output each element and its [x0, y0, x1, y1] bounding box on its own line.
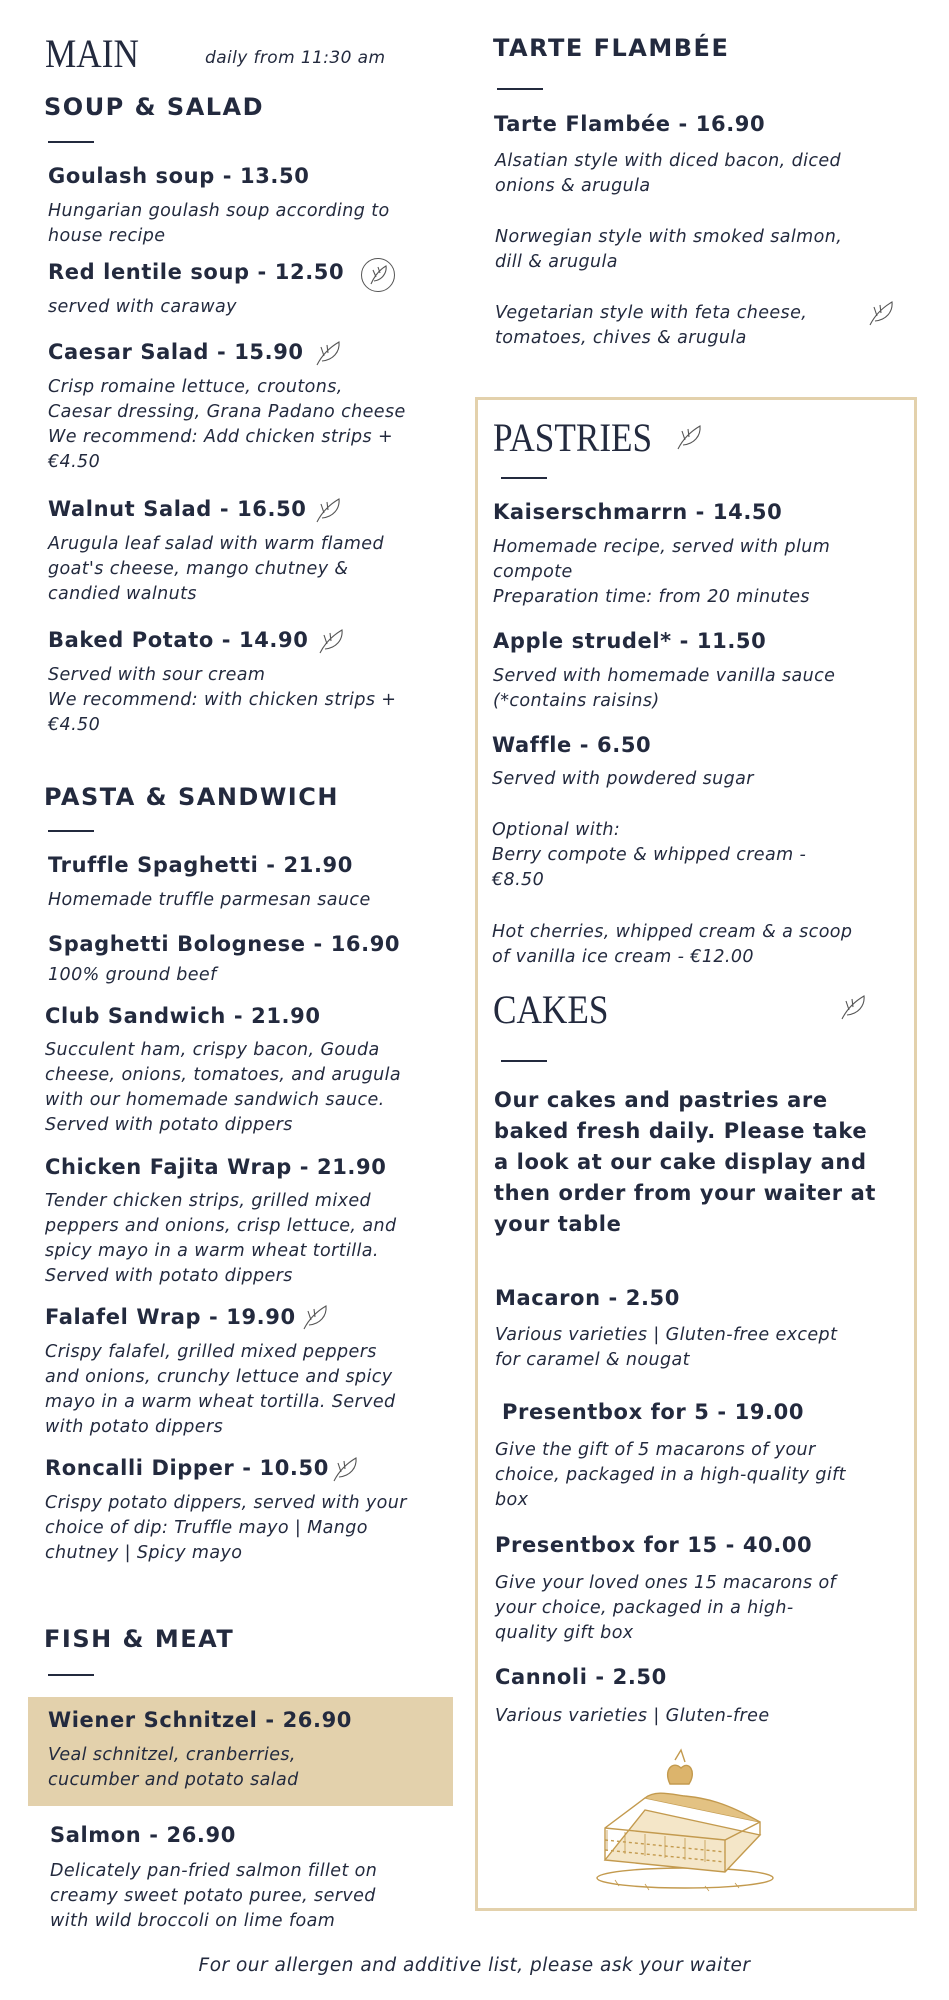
menu-item-title: Goulash soup - 13.50: [48, 164, 310, 188]
fish-meat-rule: [48, 1674, 94, 1676]
vegetarian-leaf-icon: [313, 495, 343, 525]
menu-item-desc: Give the gift of 5 macarons of your choice, packaged in a high-quality gift box: [495, 1440, 846, 1510]
menu-item-desc: Tender chicken strips, grilled mixed peppers and onions, crisp lettuce, and spicy mayo in a warm wheat tortilla. Served with potato dippers: [45, 1191, 397, 1286]
menu-item-desc: Served with homemade vanilla sauce (*contains raisins): [493, 666, 836, 711]
vegetarian-leaf-icon: [300, 1302, 330, 1332]
menu-item-desc: served with caraway: [48, 297, 237, 317]
menu-item-desc: 100% ground beef: [48, 965, 217, 985]
vegan-leaf-circle-icon: [360, 257, 396, 293]
pastries-optional: Hot cherries, whipped cream & a scoop of vanilla ice cream - €12.00: [492, 922, 853, 967]
menu-item-title: Truffle Spaghetti - 21.90: [48, 853, 353, 877]
cake-slice-illustration: [585, 1740, 785, 1900]
menu-item-title: Presentbox for 15 - 40.00: [495, 1533, 813, 1557]
tarte-variant: Norwegian style with smoked salmon, dill & arugula: [495, 227, 843, 272]
menu-item-title: Apple strudel* - 11.50: [493, 629, 767, 653]
menu-item-title: Cannoli - 2.50: [495, 1665, 667, 1689]
menu-item-desc: Arugula leaf salad with warm flamed goat's cheese, mango chutney & candied walnuts: [48, 534, 384, 604]
menu-item-desc: Crispy potato dippers, served with your choice of dip: Truffle mayo | Mango chutney | Spicy mayo: [45, 1493, 407, 1563]
menu-item-title: Tarte Flambée - 16.90: [494, 112, 766, 136]
menu-item-title: Roncalli Dipper - 10.50: [45, 1456, 329, 1480]
menu-item-desc: Crispy falafel, grilled mixed peppers and onions, crunchy lettuce and spicy mayo in a warm wheat tortilla. Served with potato dippers: [45, 1342, 396, 1437]
vegetarian-leaf-icon: [866, 298, 896, 328]
menu-item-desc: Served with sour cream We recommend: with chicken strips + €4.50: [48, 665, 397, 735]
soup-salad-heading: SOUP & SALAD: [44, 93, 265, 121]
menu-item-title: Presentbox for 5 - 19.00: [502, 1400, 805, 1424]
menu-item-title: Falafel Wrap - 19.90: [45, 1305, 296, 1329]
cakes-note: Our cakes and pastries are baked fresh daily. Please take a look at our cake display and then order from your waiter at your table: [494, 1088, 876, 1236]
menu-item-title: Macaron - 2.50: [495, 1286, 680, 1310]
vegetarian-leaf-icon: [330, 1454, 360, 1484]
menu-item-title: Club Sandwich - 21.90: [45, 1004, 321, 1028]
allergen-footer: For our allergen and additive list, please ask your waiter: [198, 1955, 751, 1976]
pastries-heading: PASTRIES: [493, 415, 653, 460]
menu-item-desc: Homemade truffle parmesan sauce: [48, 890, 371, 910]
menu-item-desc: Succulent ham, crispy bacon, Gouda cheese, onions, tomatoes, and arugula with our homemade sandwich sauce. Served with potato dippers: [45, 1040, 401, 1135]
tarte-variant: Vegetarian style with feta cheese, tomatoes, chives & arugula: [495, 303, 808, 348]
pastries-optional: Optional with: Berry compote & whipped cream - €8.50: [492, 820, 807, 890]
menu-item-title: Walnut Salad - 16.50: [48, 497, 307, 521]
vegetarian-leaf-icon: [674, 422, 704, 452]
vegetarian-leaf-icon: [838, 992, 868, 1022]
soup-salad-rule: [48, 141, 94, 143]
pastries-rule: [501, 477, 547, 479]
pasta-sandwich-heading: PASTA & SANDWICH: [44, 783, 339, 811]
tarte-variant: Alsatian style with diced bacon, diced onions & arugula: [495, 151, 842, 196]
menu-item-desc: Delicately pan-fried salmon fillet on creamy sweet potato puree, served with wild broccoli on lime foam: [50, 1861, 378, 1931]
menu-item-desc: Various varieties | Gluten-free except for caramel & nougat: [495, 1325, 838, 1370]
menu-item-title: Caesar Salad - 15.90: [48, 340, 304, 364]
menu-item-title: Red lentile soup - 12.50: [48, 260, 345, 284]
main-hours: daily from 11:30 am: [205, 48, 386, 68]
menu-item-title: Kaiserschmarrn - 14.50: [493, 500, 783, 524]
cakes-rule: [501, 1060, 547, 1062]
menu-item-desc: Homemade recipe, served with plum compote Preparation time: from 20 minutes: [493, 537, 831, 607]
menu-item-title: Chicken Fajita Wrap - 21.90: [45, 1155, 387, 1179]
menu-item-desc: Served with powdered sugar: [492, 769, 754, 789]
menu-item-title: Wiener Schnitzel - 26.90: [48, 1708, 353, 1732]
fish-meat-heading: FISH & MEAT: [44, 1625, 235, 1653]
cakes-heading: CAKES: [493, 987, 609, 1032]
menu-item-desc: Various varieties | Gluten-free: [495, 1706, 770, 1726]
menu-item-title: Spaghetti Bolognese - 16.90: [48, 932, 401, 956]
menu-item-desc: Give your loved ones 15 macarons of your choice, packaged in a high- quality gift box: [495, 1573, 837, 1643]
vegetarian-leaf-icon: [313, 338, 343, 368]
tarte-rule: [497, 88, 543, 90]
pasta-sandwich-rule: [48, 830, 94, 832]
menu-item-title: Waffle - 6.50: [492, 733, 652, 757]
menu-item-desc: Hungarian goulash soup according to house recipe: [48, 201, 390, 246]
menu-item-desc: Crisp romaine lettuce, croutons, Caesar dressing, Grana Padano cheese We recommend: Add chicken strips + €4.50: [48, 377, 406, 472]
tarte-heading: TARTE FLAMBÉE: [493, 34, 730, 62]
menu-item-title: Baked Potato - 14.90: [48, 628, 309, 652]
main-title: MAIN: [45, 31, 139, 76]
menu-item-title: Salmon - 26.90: [50, 1823, 236, 1847]
vegetarian-leaf-icon: [316, 626, 346, 656]
menu-item-desc: Veal schnitzel, cranberries, cucumber and potato salad: [48, 1745, 299, 1790]
